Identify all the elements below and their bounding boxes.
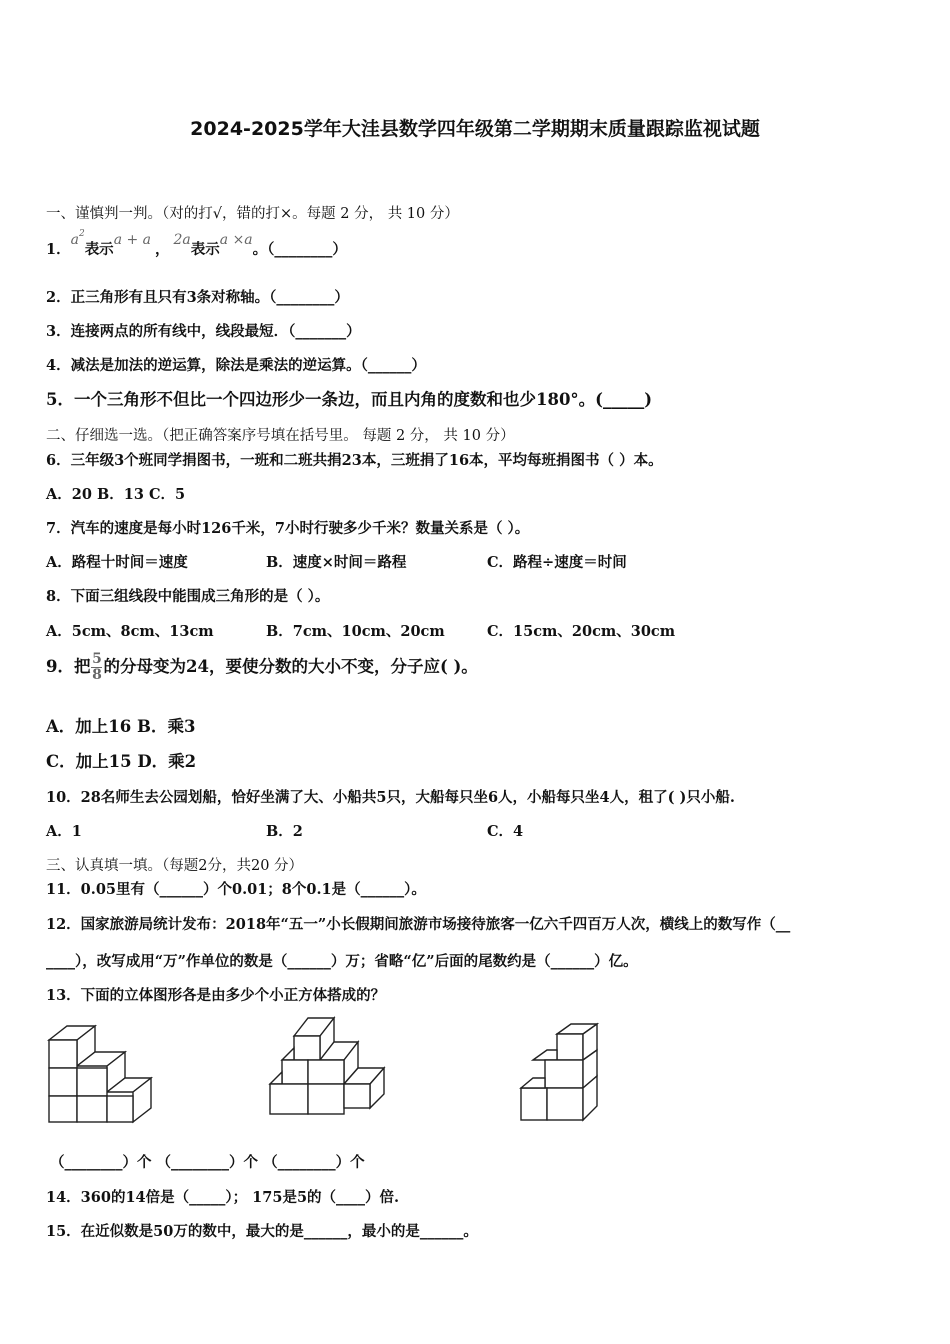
section-3-heading: 三、认真填一填。（每题2分，共20 分） <box>46 858 304 874</box>
question-5: 5．一个三角形不但比一个四边形少一条边，而且内角的度数和也少180°。(_____) <box>46 390 653 409</box>
question-15: 15．在近似数是50万的数中，最大的是______，最小的是______。 <box>46 1223 478 1240</box>
fraction-five-eighths: $\frac{5}{8}$ <box>92 651 102 683</box>
question-3: 3．连接两点的所有线中，线段最短．（_______） <box>46 323 361 340</box>
question-10: 10．28名师生去公园划船，恰好坐满了大、小船共5只，大船每只坐6人，小船每只坐4人，租了( )只小船. <box>46 789 735 806</box>
option-b: B．7cm、10cm、20cm <box>266 623 445 640</box>
option-b: B．2 <box>266 823 303 840</box>
answer-blank: 。（________） <box>252 241 347 258</box>
section-2-heading: 二、仔细选一选。（把正确答案序号填在括号里。 每题 2 分， 共 10 分） <box>46 428 515 444</box>
option-a: A．1 <box>46 823 82 840</box>
question-9-options-2: C．加上15 D．乘2 <box>46 752 197 771</box>
option-c: C．15cm、20cm、30cm <box>487 623 676 640</box>
expression-a-plus-a: a + a <box>113 232 152 248</box>
question-7: 7．汽车的速度是每小时126千米，7小时行驶多少千米？数量关系是（ ）。 <box>46 520 530 537</box>
question-13-answers: （________）个 （________）个 （________）个 <box>50 1154 365 1171</box>
question-2: 2．正三角形有且只有3条对称轴。（________） <box>46 289 349 306</box>
cube-figure-3 <box>515 1020 610 1130</box>
question-9: 9．把 $\frac{5}{8}$ 的分母变为24，要使分数的大小不变，分子应( )。 <box>46 651 478 683</box>
question-6-options: A．20 B．13 C．5 <box>46 486 186 503</box>
option-a: A．路程十时间＝速度 <box>46 554 188 571</box>
question-11: 11．0.05里有（______）个0.01；8个0.1是（______）。 <box>46 881 426 898</box>
page-title: 2024-2025学年大洼县数学四年级第二学期期末质量跟踪监视试题 <box>190 118 760 140</box>
question-8-options <box>46 620 676 640</box>
question-10-options <box>46 820 524 840</box>
cube-figure-1 <box>40 1020 160 1130</box>
question-8: 8．下面三组线段中能围成三角形的是（ ）。 <box>46 588 330 605</box>
question-4: 4．减法是加法的逆运算，除法是乘法的逆运算。（______） <box>46 357 426 374</box>
question-14: 14．360的14倍是（_____）； 175是5的（____）倍. <box>46 1189 400 1206</box>
option-b: B．速度×时间＝路程 <box>266 554 407 571</box>
question-13: 13．下面的立体图形各是由多少个小正方体搭成的？ <box>46 987 386 1004</box>
question-6: 6．三年级3个班同学捐图书，一班和二班共捐23本，三班捐了16本，平均每班捐图书（ ）本。 <box>46 452 663 469</box>
option-c: C．路程÷速度＝时间 <box>487 554 627 571</box>
expression-a-squared: $a^2$ <box>70 229 85 248</box>
question-12-continued: ____），改写成用“万”作单位的数是（______）万；省略“亿”后面的尾数约是（______）亿。 <box>46 953 638 970</box>
cube-figure-2 <box>262 1012 392 1132</box>
question-7-options <box>46 551 627 571</box>
option-a: A．5cm、8cm、13cm <box>46 623 214 640</box>
question-9-options-1: A．加上16 B．乘3 <box>46 717 196 736</box>
option-c: C．4 <box>487 823 524 840</box>
question-1: 1．$a^2$表示a + a，2a表示a ×a。（________） <box>46 229 347 258</box>
section-1-heading: 一、谨慎判一判。（对的打√，错的打×。每题 2 分， 共 10 分） <box>46 206 459 222</box>
question-12: 12．国家旅游局统计发布：2018年“五一”小长假期间旅游市场接待旅客一亿六千四百万人次，横线上的数写作（__ <box>46 916 791 933</box>
expression-2a: 2a <box>173 232 191 248</box>
expression-a-times-a: a ×a <box>219 232 253 248</box>
